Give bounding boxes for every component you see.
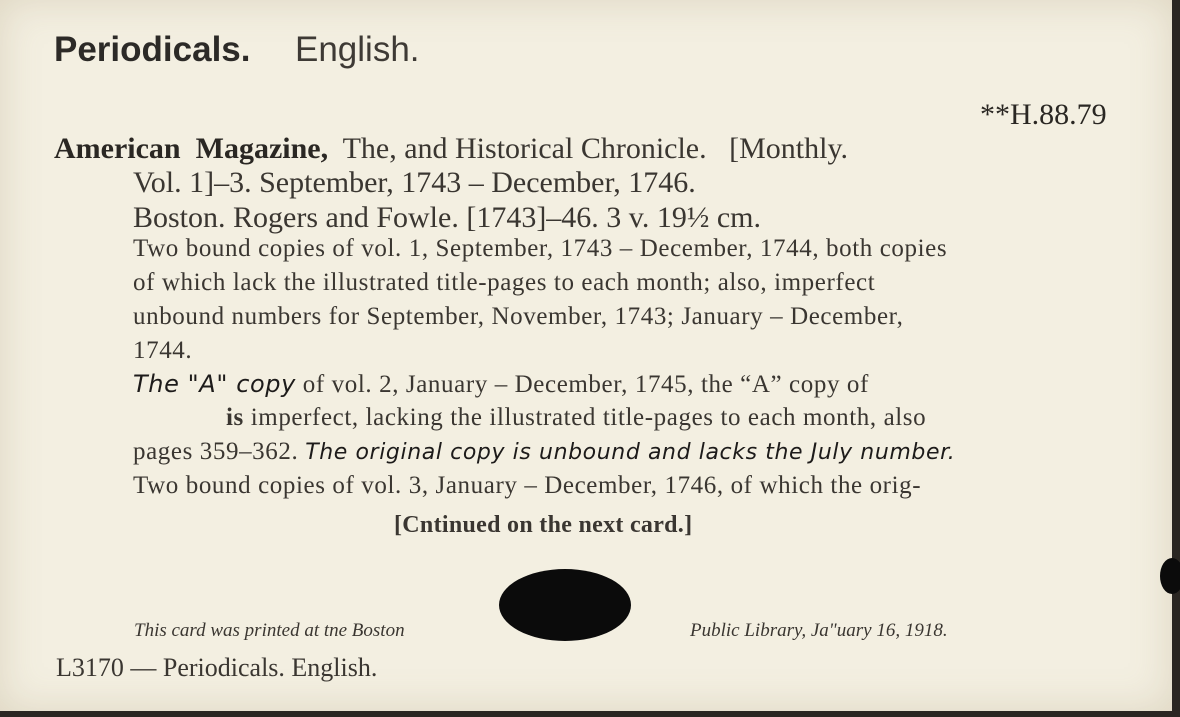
note-line-5-print: of vol. 2, January – December, 1745, the “A” copy of	[302, 371, 869, 398]
note-line-7-print: pages 359–362.	[133, 438, 299, 465]
printed-note-left: This card was printed at tne Boston	[134, 620, 405, 641]
title-rest: The, and Historical Chronicle.	[342, 132, 707, 165]
card-punch-hole	[499, 569, 631, 641]
title-bold-1: American	[54, 132, 181, 165]
note-line-6-text: imperfect, lacking the illustrated title-pages to each month, also	[250, 404, 927, 431]
catalog-footer-line: L3170 — Periodicals. English.	[56, 653, 378, 682]
printed-note-right: Public Library, Ja"uary 16, 1918.	[690, 620, 948, 641]
handwritten-annotation-2: The original copy is unbound and lacks the July number.	[305, 440, 956, 465]
entry-imprint-line: Boston. Rogers and Fowle. [1743]–46. 3 v. 19½ cm.	[133, 201, 762, 234]
handwritten-annotation-1: The "A" copy	[133, 370, 296, 398]
note-line-6	[226, 404, 926, 432]
note-line-5	[133, 370, 869, 399]
note-line-6-bold: is	[226, 404, 244, 431]
entry-title-line	[54, 132, 848, 166]
note-line-8: Two bound copies of vol. 3, January – December, 1746, of which the orig-	[133, 472, 922, 499]
title-bracket: [Monthly.	[729, 132, 849, 165]
card-edge-notch	[1160, 558, 1180, 594]
note-line-2: of which lack the illustrated title-pages to each month; also, imperfect	[133, 269, 876, 296]
continued-notice: [Cntinued on the next card.]	[394, 512, 693, 538]
card-subheading: English.	[295, 30, 420, 69]
note-line-4: 1744.	[133, 337, 193, 364]
call-number: **H.88.79	[980, 98, 1107, 131]
note-line-1: Two bound copies of vol. 1, September, 1743 – December, 1744, both copies	[133, 235, 948, 262]
entry-volume-line: Vol. 1]–3. September, 1743 – December, 1746.	[133, 166, 696, 199]
card-heading: Periodicals.	[54, 30, 251, 69]
note-line-3: unbound numbers for September, November, 1743; January – December,	[133, 303, 904, 330]
title-bold-2: Magazine,	[195, 132, 329, 165]
note-line-7	[133, 438, 955, 466]
